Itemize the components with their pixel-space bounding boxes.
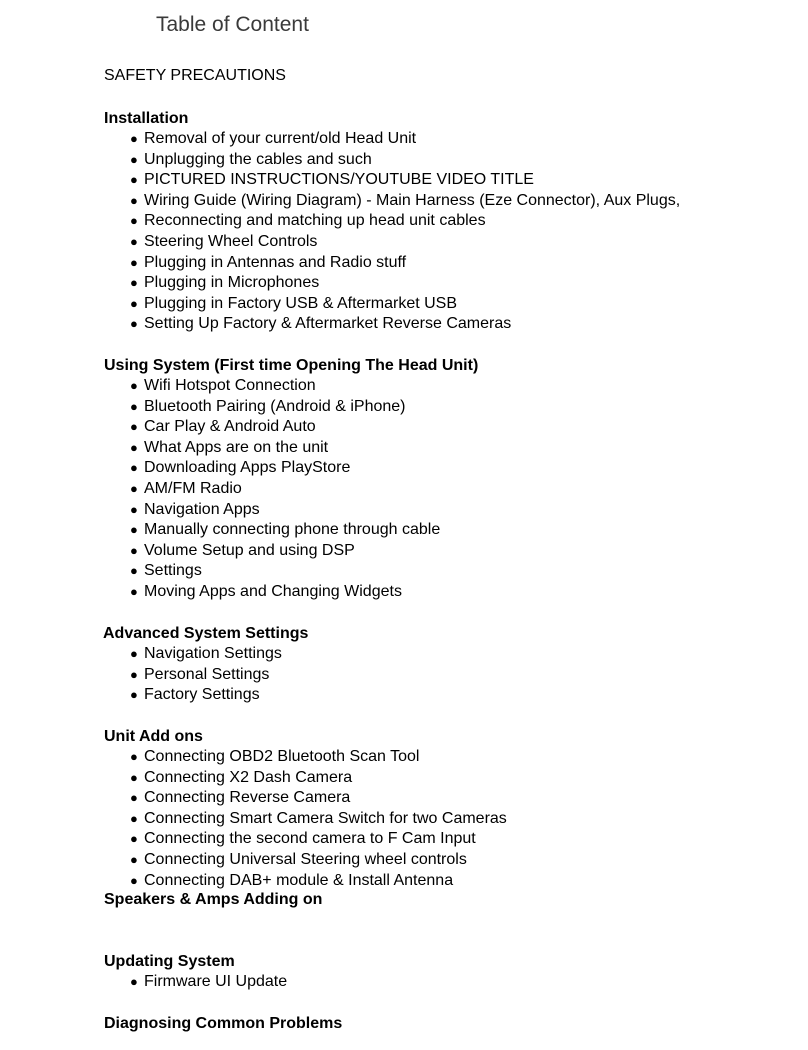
list-item-label: Connecting Universal Steering wheel controls xyxy=(144,850,467,868)
list-item xyxy=(130,520,440,541)
unit-add-ons-list xyxy=(130,747,507,891)
bullet-icon: ● xyxy=(130,583,138,599)
list-item-label: Personal Settings xyxy=(144,665,270,683)
list-item xyxy=(130,232,680,253)
list-item xyxy=(130,972,287,993)
bullet-icon: ● xyxy=(130,172,138,188)
list-item xyxy=(130,871,507,892)
bullet-icon: ● xyxy=(130,522,138,538)
bullet-icon: ● xyxy=(130,233,138,249)
bullet-icon: ● xyxy=(130,769,138,785)
list-item-label: Navigation Apps xyxy=(144,500,260,518)
list-item xyxy=(130,376,440,397)
list-item-label: Removal of your current/old Head Unit xyxy=(144,130,417,147)
list-item xyxy=(130,809,507,830)
bullet-icon: ● xyxy=(130,687,138,703)
list-item xyxy=(130,129,680,150)
list-item xyxy=(130,397,440,418)
list-item-label: Wiring Guide (Wiring Diagram) - Main Harness (Eze Connector), Aux Plugs, xyxy=(144,191,681,209)
list-item-label: Connecting Smart Camera Switch for two Cameras xyxy=(144,809,507,827)
list-item xyxy=(130,479,440,500)
list-item xyxy=(130,314,680,335)
bullet-icon: ● xyxy=(130,872,138,888)
list-item xyxy=(130,458,440,479)
bullet-icon: ● xyxy=(130,460,138,476)
list-item-label: Steering Wheel Controls xyxy=(144,232,318,250)
bullet-icon: ● xyxy=(130,810,138,826)
list-item xyxy=(130,665,282,686)
bullet-icon: ● xyxy=(130,666,138,682)
bullet-icon: ● xyxy=(130,974,138,989)
section-heading-diagnosing: Diagnosing Common Problems xyxy=(104,1015,343,1032)
list-item xyxy=(130,417,440,438)
list-item-label: Connecting the second camera to F Cam Input xyxy=(144,830,476,848)
bullet-icon: ● xyxy=(130,398,138,414)
bullet-icon: ● xyxy=(130,192,138,208)
list-item-label: Plugging in Antennas and Radio stuff xyxy=(144,253,407,271)
list-item xyxy=(130,768,507,789)
list-item xyxy=(130,438,440,459)
list-item xyxy=(130,644,282,665)
list-item-label: AM/FM Radio xyxy=(144,479,242,497)
list-item xyxy=(130,685,282,706)
list-item-label: Bluetooth Pairing (Android & iPhone) xyxy=(144,397,406,415)
safety-precautions: SAFETY PRECAUTIONS xyxy=(104,67,286,84)
bullet-icon: ● xyxy=(130,213,138,229)
section-heading-installation: Installation xyxy=(104,110,189,127)
list-item xyxy=(130,788,507,809)
advanced-settings-list xyxy=(130,644,282,706)
list-item-label: PICTURED INSTRUCTIONS/YOUTUBE VIDEO TITLE xyxy=(144,171,534,189)
list-item xyxy=(130,541,440,562)
bullet-icon: ● xyxy=(130,646,138,661)
bullet-icon: ● xyxy=(130,131,138,146)
list-item xyxy=(130,150,680,171)
list-item-label: Plugging in Microphones xyxy=(144,274,320,292)
bullet-icon: ● xyxy=(130,378,138,393)
list-item-label: Connecting X2 Dash Camera xyxy=(144,768,353,786)
updating-system-list xyxy=(130,972,287,993)
section-heading-updating-system: Updating System xyxy=(104,953,235,970)
bullet-icon: ● xyxy=(130,480,138,496)
bullet-icon: ● xyxy=(130,316,138,332)
bullet-icon: ● xyxy=(130,275,138,291)
list-item-label: What Apps are on the unit xyxy=(144,438,329,456)
bullet-icon: ● xyxy=(130,151,138,167)
list-item xyxy=(130,273,680,294)
list-item-label: Volume Setup and using DSP xyxy=(144,541,355,559)
list-item-label: Wifi Hotspot Connection xyxy=(144,377,316,394)
bullet-icon: ● xyxy=(130,831,138,847)
list-item xyxy=(130,850,507,871)
installation-list xyxy=(130,129,680,335)
list-item-label: Reconnecting and matching up head unit cables xyxy=(144,212,486,230)
list-item-label: Setting Up Factory & Aftermarket Reverse Cameras xyxy=(144,315,512,333)
section-heading-speakers-amps: Speakers & Amps Adding on xyxy=(104,891,323,908)
list-item xyxy=(130,829,507,850)
bullet-icon: ● xyxy=(130,439,138,455)
bullet-icon: ● xyxy=(130,563,138,579)
list-item-label: Factory Settings xyxy=(144,686,260,704)
list-item-label: Navigation Settings xyxy=(144,645,282,662)
list-item-label: Manually connecting phone through cable xyxy=(144,521,441,539)
bullet-icon: ● xyxy=(130,749,138,764)
section-heading-unit-add-ons: Unit Add ons xyxy=(104,728,203,745)
list-item-label: Plugging in Factory USB & Aftermarket USB xyxy=(144,294,458,312)
bullet-icon: ● xyxy=(130,851,138,867)
list-item-label: Connecting OBD2 Bluetooth Scan Tool xyxy=(144,748,420,765)
list-item-label: Moving Apps and Changing Widgets xyxy=(144,582,402,600)
list-item xyxy=(130,253,680,274)
page-title: Table of Content xyxy=(156,13,309,36)
bullet-icon: ● xyxy=(130,419,138,435)
list-item-label: Connecting DAB+ module & Install Antenna xyxy=(144,871,454,889)
list-item xyxy=(130,170,680,191)
list-item-label: Settings xyxy=(144,562,202,580)
bullet-icon: ● xyxy=(130,790,138,806)
list-item xyxy=(130,561,440,582)
list-item xyxy=(130,211,680,232)
section-heading-using-system: Using System (First time Opening The Head Unit) xyxy=(104,357,479,374)
list-item-label: Downloading Apps PlayStore xyxy=(144,459,351,477)
bullet-icon: ● xyxy=(130,254,138,270)
list-item-label: Car Play & Android Auto xyxy=(144,418,316,436)
section-heading-advanced-settings: Advanced System Settings xyxy=(103,625,309,642)
list-item-label: Firmware UI Update xyxy=(144,973,288,990)
list-item xyxy=(130,191,680,212)
list-item xyxy=(130,582,440,603)
list-item xyxy=(130,500,440,521)
bullet-icon: ● xyxy=(130,501,138,517)
list-item-label: Unplugging the cables and such xyxy=(144,150,372,168)
bullet-icon: ● xyxy=(130,542,138,558)
list-item xyxy=(130,294,680,315)
using-system-list xyxy=(130,376,440,603)
list-item xyxy=(130,747,507,768)
bullet-icon: ● xyxy=(130,295,138,311)
list-item-label: Connecting Reverse Camera xyxy=(144,789,351,807)
